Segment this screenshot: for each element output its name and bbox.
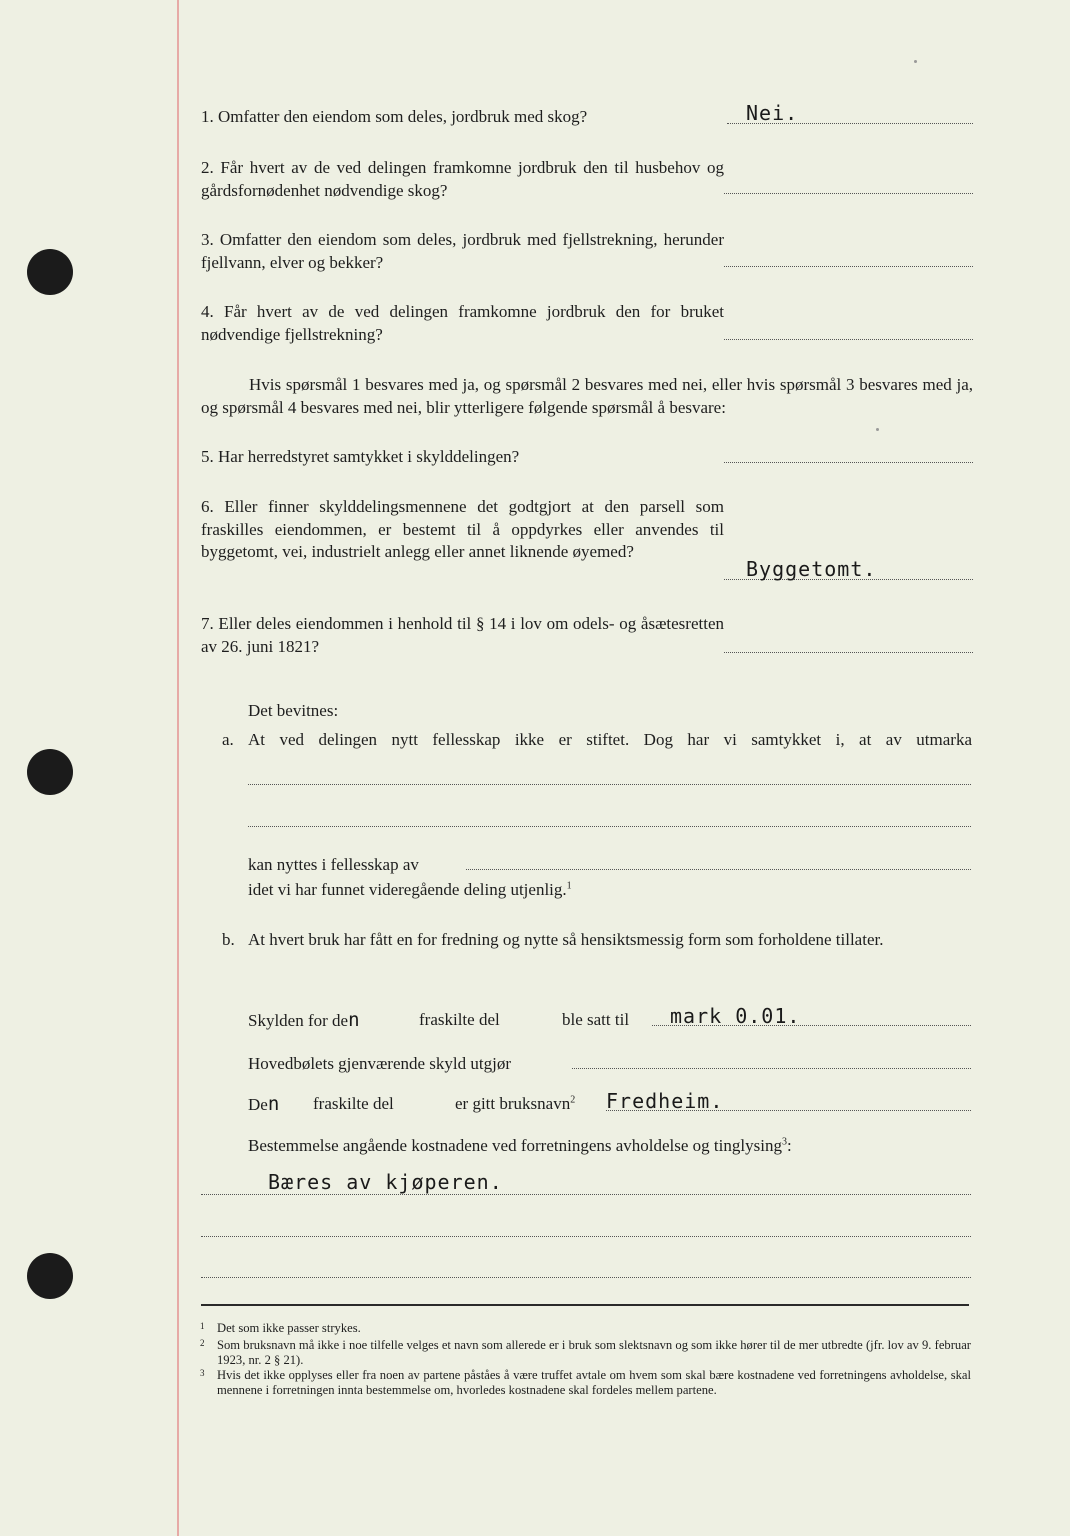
- kostnader-line-2[interactable]: [201, 1236, 971, 1237]
- hovedbol-line[interactable]: [572, 1068, 971, 1069]
- question-6: 6. Eller finner skylddelingsmennene det godtgjort at den parsell som fraskilles eiendommen, er bestemt til å oppdyrkes eller anvendes til byggetomt, vei, industrielt anlegg eller annet liknende øyemed?: [201, 497, 724, 561]
- utjenlig-text: idet vi har funnet videregående deling utjenlig.$^1$: [248, 880, 572, 899]
- kostnader-line-3[interactable]: [201, 1277, 971, 1278]
- answer-line-5[interactable]: [724, 462, 973, 463]
- question-2: 2. Får hvert av de ved delingen framkomne jordbruk den til husbehov og gårdsfornødenhet nødvendige skog?: [201, 158, 724, 200]
- answer-line-2[interactable]: [724, 193, 973, 194]
- margin-rule: [177, 0, 179, 1536]
- fellesskap-label: kan nyttes i fellesskap av: [248, 855, 419, 874]
- kostnader-label: Bestemmelse angående kostnadene ved forretningens avholdelse og tinglysing$^3$:: [248, 1136, 792, 1155]
- footnote-2: 2 Som bruksnavn må ikke i noe tilfelle velges et navn som allerede er i bruk som slektsnavn og som ikke hører til de mer utbredte (jfr. lov av 9. februar 1923, nr. 2 § 21).: [200, 1338, 971, 1367]
- question-1: 1. Omfatter den eiendom som deles, jordbruk med skog?: [201, 107, 588, 126]
- item-a-text: At ved delingen nytt fellesskap ikke er stiftet. Dog har vi samtykket i, at av utmarka: [248, 730, 972, 749]
- skyld-post-label: ble satt til: [562, 1010, 630, 1029]
- paper-speck: [876, 428, 879, 431]
- skyld-value-handwritten: mark 0.01.: [670, 1004, 801, 1028]
- question-7: 7. Eller deles eiendommen i henhold til § 14 i lov om odels- og åsætesretten av 26. juni 1821?: [201, 614, 724, 656]
- answer-line-4[interactable]: [724, 339, 973, 340]
- certify-heading: Det bevitnes:: [248, 701, 339, 720]
- item-b-label: b.: [222, 930, 235, 949]
- bruksnavn-label: Den: [248, 1093, 280, 1115]
- footnote-rule: [201, 1304, 969, 1306]
- paper-speck: [914, 60, 917, 63]
- skyld-label: Skylden for den: [248, 1009, 360, 1031]
- hovedbol-label: Hovedbølets gjenværende skyld utgjør: [248, 1054, 511, 1073]
- punch-hole-bottom: [27, 1253, 73, 1299]
- footnote-3: 3 Hvis det ikke opplyses eller fra noen av partene påståes å være truffet avtale om hvem som skal bære kostnadene ved forretningens avholdelse, skal mennene i forretningen innta bestemmelse om, hvorledes kostnadene skal fordeles mellem partene.: [200, 1368, 971, 1397]
- bruksnavn-handwritten: Fredheim.: [606, 1089, 724, 1113]
- item-b-text: At hvert bruk har fått en for fredning og nytte så hensiktsmessig form som forholdene tillater.: [248, 930, 884, 949]
- utmark-line-1[interactable]: [248, 784, 971, 785]
- answer-1-handwritten: Nei.: [746, 101, 799, 125]
- question-3: 3. Omfatter den eiendom som deles, jordbruk med fjellstrekning, herunder fjellvann, elver og bekker?: [201, 230, 724, 272]
- utmark-line-2[interactable]: [248, 826, 971, 827]
- fellesskap-line[interactable]: [466, 869, 971, 870]
- item-a-label: a.: [222, 730, 234, 749]
- bruksnavn-post-label: er gitt bruksnavn$^2$: [455, 1094, 576, 1113]
- answer-line-7[interactable]: [724, 652, 973, 653]
- conditional-instruction: Hvis spørsmål 1 besvares med ja, og spørsmål 2 besvares med nei, eller hvis spørsmål 3 besvares med ja, og spørsmål 4 besvares med nei, blir ytterligere følgende spørsmål å besvare:: [201, 375, 973, 417]
- kostnader-line-1[interactable]: [201, 1194, 971, 1195]
- question-4: 4. Får hvert av de ved delingen framkomne jordbruk den for bruket nødvendige fjellstrekning?: [201, 302, 724, 344]
- punch-hole-top: [27, 249, 73, 295]
- punch-hole-middle: [27, 749, 73, 795]
- footnote-1: 1 Det som ikke passer strykes.: [200, 1321, 361, 1335]
- bruksnavn-mid-label: fraskilte del: [313, 1094, 394, 1113]
- skyld-mid-label: fraskilte del: [419, 1010, 500, 1029]
- answer-6-handwritten: Byggetomt.: [746, 557, 877, 581]
- question-5: 5. Har herredstyret samtykket i skylddelingen?: [201, 447, 520, 466]
- answer-line-3[interactable]: [724, 266, 973, 267]
- kostnader-handwritten: Bæres av kjøperen.: [268, 1170, 503, 1194]
